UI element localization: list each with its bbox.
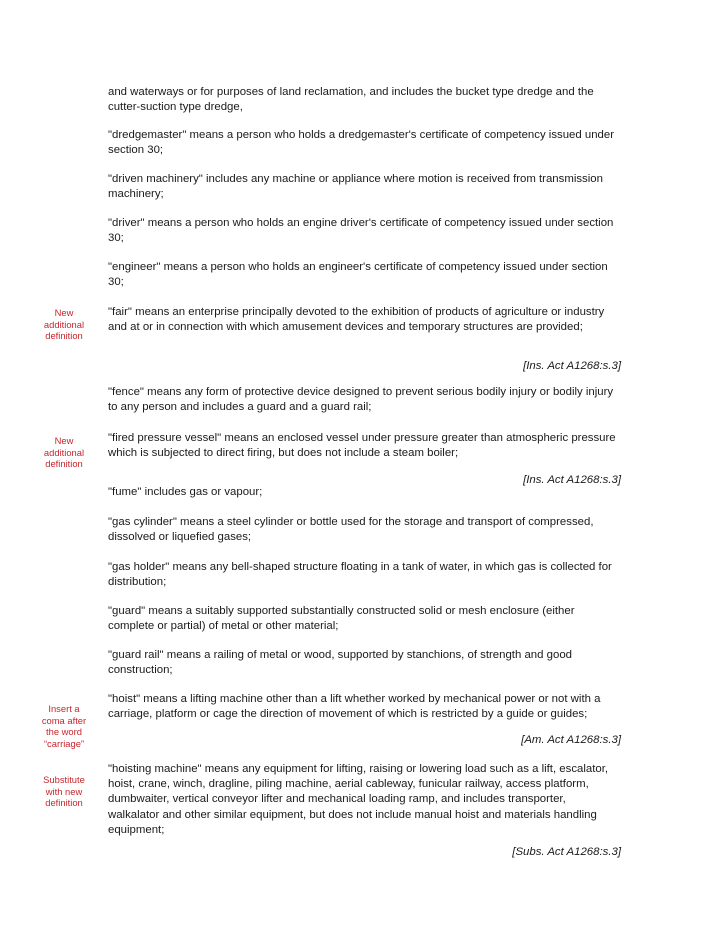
definition-paragraph-dredgemaster: "dredgemaster" means a person who holds a dredgemaster's certificate of competency issued under section 30;: [108, 129, 615, 157]
margin-note-line: New: [54, 435, 74, 446]
margin-note-line: additional: [43, 446, 85, 458]
amendment-citation: [Subs. Act A1268:s.3]: [512, 846, 621, 858]
margin-note-insert-comma: [38, 703, 90, 749]
definition-paragraph-hoisting-machine: "hoisting machine" means any equipment for lifting, raising or lowering load such as a lift, escalator, hoist, crane, winch, dragline, piling machine, aerial cableway, funicular railway, access platform, dumbwaiter, vertical conveyor lifter and mechanical loading ramp, and includes transporter, walkalator and other similar equipment, but does not include manual hoist and materials handling equipment;: [108, 763, 609, 836]
definition-paragraph-fence: "fence" means any form of protective device designed to prevent serious bodily injury or bodily injury to any person and includes a guard and a guard rail;: [108, 386, 614, 414]
margin-note-line: additional: [43, 318, 85, 330]
margin-note-line: Substitute: [43, 774, 85, 785]
margin-note-line: definition: [45, 458, 83, 470]
margin-note-substitute-definition: [38, 774, 90, 809]
margin-note-new-definition: [38, 435, 90, 470]
margin-note-line: Insert a: [48, 703, 80, 714]
definition-paragraph-engineer: "engineer" means a person who holds an engineer's certificate of competency issued under section 30;: [108, 261, 608, 289]
definition-paragraph-gas-holder: "gas holder" means any bell-shaped structure floating in a tank of water, in which gas is collected for distribution;: [108, 561, 612, 589]
margin-note-new-definition: [38, 307, 90, 342]
margin-note-line: New: [54, 307, 74, 318]
definition-paragraph-fume: "fume" includes gas or vapour;: [108, 486, 263, 498]
amendment-citation: [Ins. Act A1268:s.3]: [523, 474, 621, 486]
margin-note-line: with new: [45, 785, 83, 797]
amendment-citation: [Ins. Act A1268:s.3]: [523, 360, 621, 372]
definition-paragraph-gas-cylinder: "gas cylinder" means a steel cylinder or bottle used for the storage and transport of compressed, dissolved or liquefied gases;: [108, 516, 594, 544]
margin-note-line: coma after: [41, 714, 87, 726]
definition-paragraph-hoist: "hoist" means a lifting machine other than a lift whether worked by mechanical power or not with a carriage, platform or cage the direction of movement of which is restricted by a guide or guides;: [108, 693, 601, 721]
definition-paragraph-fair: "fair" means an enterprise principally devoted to the exhibition of products of agriculture or industry and at or in connection with which amusement devices and temporary structures are provided;: [108, 306, 605, 334]
margin-note-line: the word: [46, 726, 82, 738]
margin-note-line: definition: [45, 797, 83, 809]
definition-paragraph-fired-pressure-vessel: "fired pressure vessel" means an enclosed vessel under pressure greater than atmospheric pressure which is subjected to direct firing, but does not include a steam boiler;: [108, 432, 616, 460]
definition-paragraph-guard: "guard" means a suitably supported substantially constructed solid or mesh enclosure (either complete or partial) of metal or other material;: [108, 605, 575, 633]
definition-paragraph-driver: "driver" means a person who holds an engine driver's certificate of competency issued under section 30;: [108, 217, 614, 245]
margin-note-line: definition: [45, 330, 83, 342]
definition-paragraph-dredge-continued: and waterways or for purposes of land reclamation, and includes the bucket type dredge and the cutter-suction type dredge,: [108, 86, 594, 114]
definition-paragraph-guard-rail: "guard rail" means a railing of metal or wood, supported by stanchions, of strength and good construction;: [108, 649, 572, 677]
amendment-citation: [Am. Act A1268:s.3]: [521, 734, 621, 746]
margin-note-line: “carriage”: [43, 737, 85, 749]
definition-paragraph-driven-machinery: "driven machinery" includes any machine or appliance where motion is received from transmission machinery;: [108, 173, 603, 201]
